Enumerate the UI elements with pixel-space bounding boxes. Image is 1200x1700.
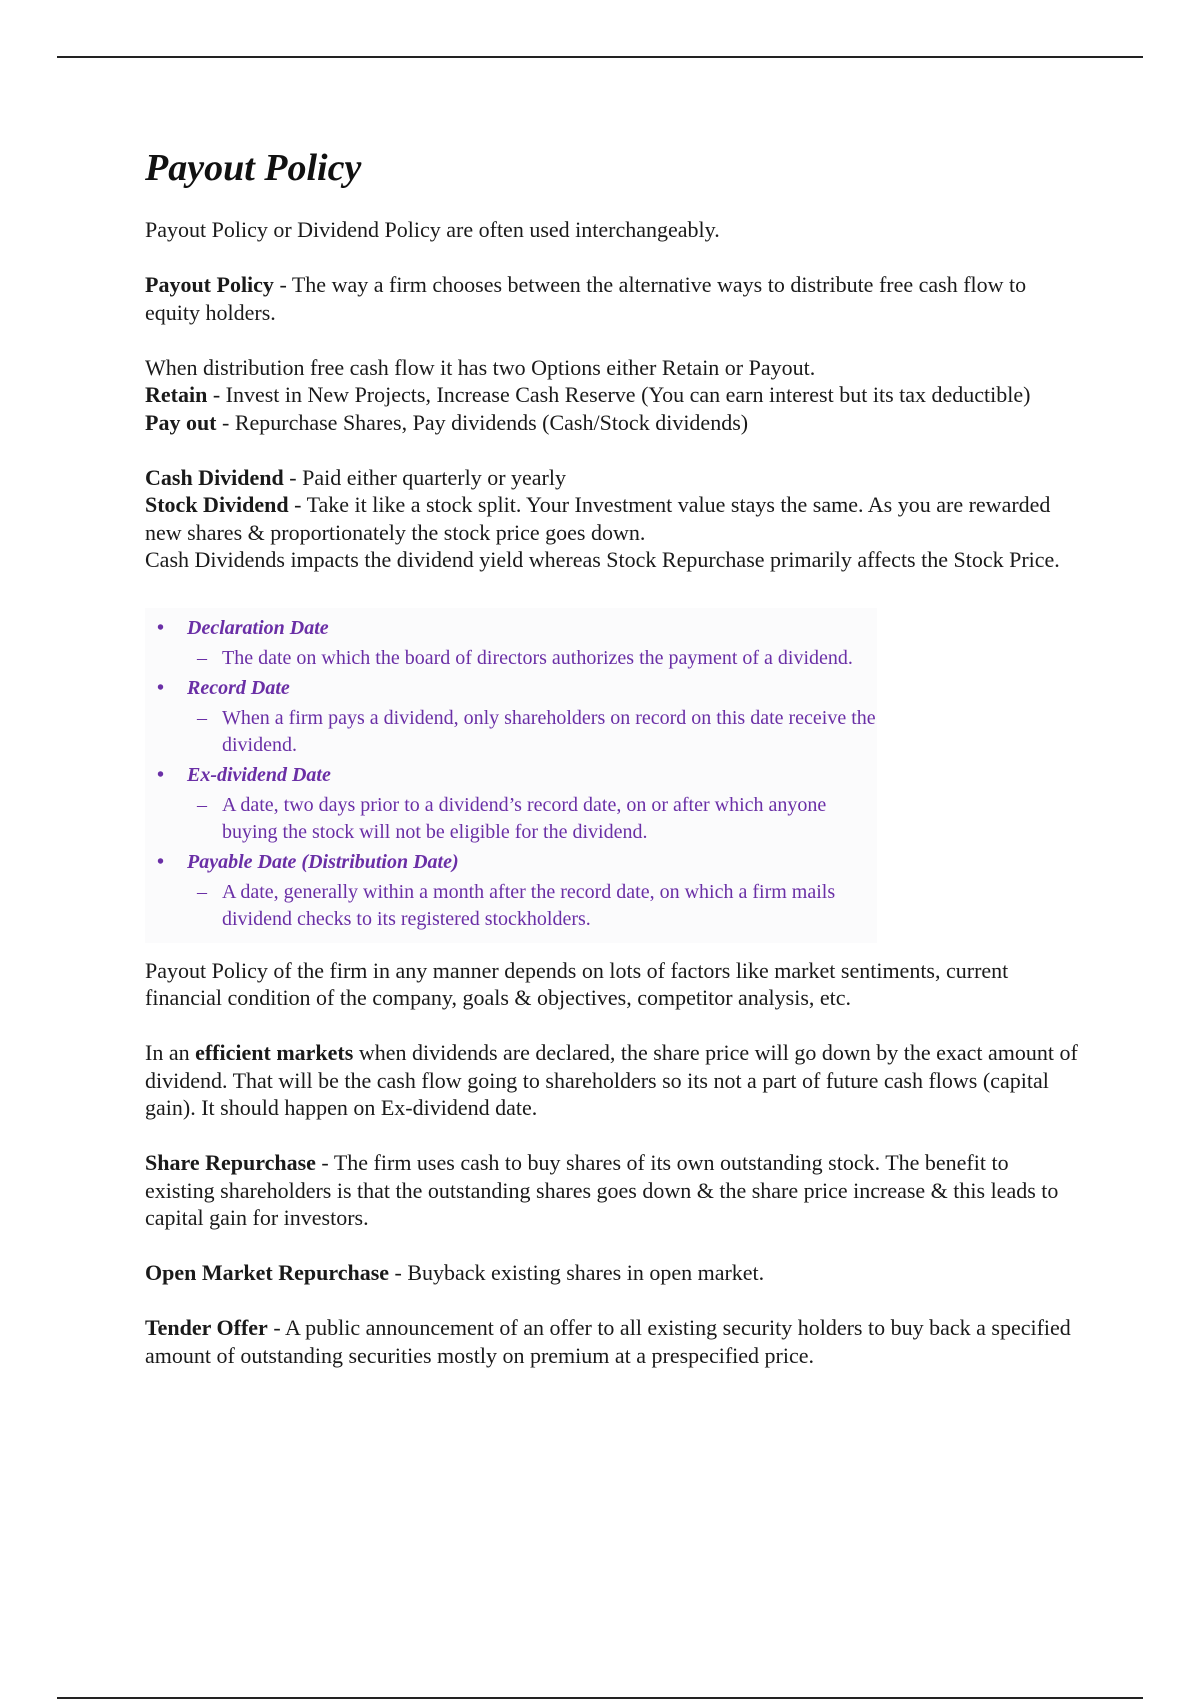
dash-icon: – bbox=[197, 880, 207, 903]
bullet-icon: • bbox=[157, 763, 165, 786]
date-title-text: Payable Date (Distribution Date) bbox=[187, 850, 459, 873]
efficient-markets-term: efficient markets bbox=[195, 1040, 354, 1065]
efficient-markets-text: when dividends are declared, the share price will go down by the exact amount of dividend. That will be the cash flow going to shareholders so its not a part of future cash flows (capital gain). It should happen on Ex-dividend date. bbox=[145, 1040, 1078, 1120]
factors-paragraph: Payout Policy of the firm in any manner depends on lots of factors like market sentiments, current financial condition of the company, goals & objectives, competitor analysis, etc. bbox=[145, 957, 1009, 1010]
date-item-declaration bbox=[157, 614, 877, 672]
date-description bbox=[157, 645, 877, 672]
stock-dividend-term: Stock Dividend bbox=[145, 492, 289, 517]
open-market-text: - Buyback existing shares in open market. bbox=[389, 1260, 765, 1285]
tender-offer-definition bbox=[145, 1314, 1080, 1369]
share-repurchase-text: - The firm uses cash to buy shares of its own outstanding stock. The benefit to existing shareholders is that the outstanding shares goes down & the share price increase & this leads to capital gain for investors. bbox=[145, 1150, 1059, 1230]
efficient-markets-prefix: In an bbox=[145, 1040, 196, 1065]
date-description-text: When a firm pays a dividend, only shareholders on record on this date receive the dividend. bbox=[222, 706, 876, 756]
stock-dividend-text: - Take it like a stock split. Your Investment value stays the same. As you are rewarded new shares & proportionately the stock price goes down. bbox=[145, 492, 1051, 545]
bullet-icon: • bbox=[157, 850, 165, 873]
dash-icon: – bbox=[197, 706, 207, 729]
date-description-text: The date on which the board of directors authorizes the payment of a dividend. bbox=[222, 646, 853, 669]
stock-dividend-definition bbox=[145, 491, 1080, 546]
cash-dividend-text: - Paid either quarterly or yearly bbox=[283, 464, 566, 490]
date-title-text: Record Date bbox=[187, 676, 290, 699]
payout-policy-term: Payout Policy bbox=[145, 272, 274, 297]
dividend-dates-figure bbox=[145, 608, 877, 943]
share-repurchase-definition bbox=[145, 1149, 1080, 1232]
date-description-text: A date, generally within a month after the record date, on which a firm mails dividend checks to its registered stockholders. bbox=[222, 880, 836, 930]
cash-vs-repurchase: Cash Dividends impacts the dividend yield whereas Stock Repurchase primarily affects the Stock Price. bbox=[145, 547, 1060, 572]
date-description bbox=[157, 792, 877, 846]
footer-rule bbox=[57, 1697, 1143, 1699]
date-item-payable bbox=[157, 848, 877, 933]
open-market-definition bbox=[145, 1259, 1080, 1287]
document-body bbox=[145, 146, 1080, 1369]
date-title-text: Declaration Date bbox=[187, 616, 329, 639]
date-title bbox=[157, 674, 877, 702]
payout-text: - Repurchase Shares, Pay dividends (Cash/Stock dividends) bbox=[216, 409, 749, 435]
bullet-icon: • bbox=[157, 616, 165, 639]
page-title: Payout Policy bbox=[145, 147, 362, 189]
date-description-text: A date, two days prior to a dividend’s record date, on or after which anyone buying the stock will not be eligible for the dividend. bbox=[222, 793, 827, 843]
date-title bbox=[157, 761, 877, 789]
retain-definition bbox=[145, 381, 1080, 409]
bullet-icon: • bbox=[157, 676, 165, 699]
tender-offer-term: Tender Offer bbox=[145, 1315, 268, 1340]
intro-paragraph: Payout Policy or Dividend Policy are often used interchangeably. bbox=[145, 217, 720, 242]
open-market-term: Open Market Repurchase bbox=[145, 1260, 390, 1285]
dash-icon: – bbox=[197, 646, 207, 669]
date-title bbox=[157, 614, 877, 642]
options-intro: When distribution free cash flow it has two Options either Retain or Payout. bbox=[145, 354, 816, 380]
retain-text: - Invest in New Projects, Increase Cash Reserve (You can earn interest but its tax deductible) bbox=[207, 382, 1031, 407]
date-item-record bbox=[157, 674, 877, 759]
date-title-text: Ex-dividend Date bbox=[187, 763, 331, 786]
date-title bbox=[157, 848, 877, 876]
retain-term: Retain bbox=[145, 382, 208, 407]
header-rule bbox=[57, 56, 1143, 58]
date-description bbox=[157, 705, 877, 759]
payout-policy-definition bbox=[145, 271, 1080, 326]
share-repurchase-term: Share Repurchase bbox=[145, 1150, 316, 1175]
payout-term: Pay out bbox=[145, 409, 217, 435]
cash-dividend-definition bbox=[145, 464, 1080, 492]
date-item-ex-dividend bbox=[157, 761, 877, 846]
cash-dividend-term: Cash Dividend bbox=[145, 464, 284, 490]
payout-policy-text: - The way a firm chooses between the alternative ways to distribute free cash flow to equity holders. bbox=[145, 272, 1027, 325]
efficient-markets-paragraph bbox=[145, 1039, 1080, 1122]
dash-icon: – bbox=[197, 793, 207, 816]
payout-definition bbox=[145, 409, 1080, 437]
date-description bbox=[157, 879, 877, 933]
tender-offer-text: - A public announcement of an offer to all existing security holders to buy back a specified amount of outstanding securities mostly on premium at a prespecified price. bbox=[145, 1315, 1071, 1368]
